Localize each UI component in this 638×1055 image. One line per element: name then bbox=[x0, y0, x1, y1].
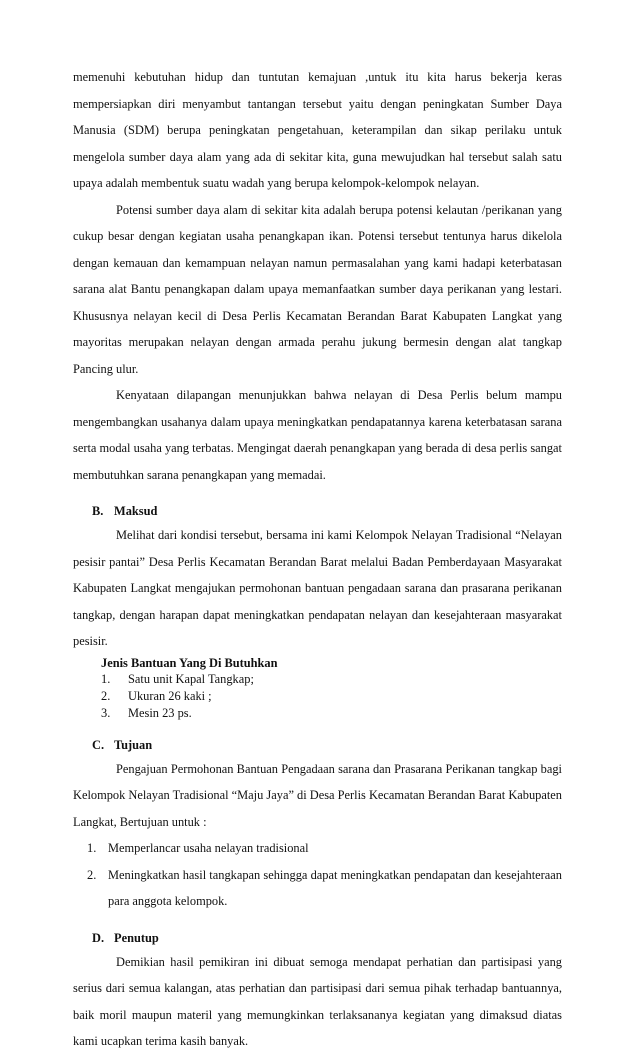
list-item bbox=[101, 671, 562, 688]
list-text: Meningkatkan hasil tangkapan sehingga dapat meningkatkan pendapatan dan kesejahteraan para anggota kelompok. bbox=[108, 867, 562, 908]
list-text: Mesin 23 ps. bbox=[128, 705, 192, 720]
tujuan-paragraph: Pengajuan Permohonan Bantuan Pengadaan sarana dan Prasarana Perikanan tangkap bagi Kelompok Nelayan Tradisional “Maju Jaya” di Desa Perlis Kecamatan Berandan Barat Kabupaten Langkat, Bertujuan untuk : bbox=[73, 761, 562, 829]
list-number: 2. bbox=[87, 867, 97, 882]
section-heading-maksud bbox=[73, 500, 562, 522]
section-heading-tujuan bbox=[73, 734, 562, 756]
list-text: Satu unit Kapal Tangkap; bbox=[128, 671, 254, 686]
list-text: Memperlancar usaha nelayan tradisional bbox=[108, 841, 309, 855]
list-number: 1. bbox=[87, 841, 97, 855]
penutup-paragraph: Demikian hasil pemikiran ini dibuat semoga mendapat perhatian dan partisipasi yang serius dari semua kalangan, atas perhatian dan partisipasi dari semua pihak terhadap bantuannya, baik moril maupun materil yang memungkinkan terlaksananya kegiatan yang dimaksud diatas kami ucapkan terima kasih banyak. bbox=[73, 954, 562, 1048]
jenis-bantuan-block bbox=[101, 655, 562, 722]
list-item bbox=[73, 862, 562, 915]
section-title: Maksud bbox=[114, 504, 158, 518]
section-label: B. bbox=[92, 504, 104, 518]
section-label: C. bbox=[92, 737, 105, 752]
section-title: Tujuan bbox=[114, 737, 153, 752]
potensi-paragraph: Potensi sumber daya alam di sekitar kita adalah berupa potensi kelautan /perikanan yang cukup besar dengan kegiatan usaha penangkapan ikan. Potensi tersebut tentunya harus dikelola dengan kemauan dan kemampuan nelayan namun permasalahan yang kami hadapi keterbatasan sarana alat Bantu penangkapan dalam upaya memanfaatkan sumber daya perikanan yang lestari. Khususnya nelayan kecil di Desa Perlis Kecamatan Berandan Barat Kabupaten Langkat yang mayoritas merupakan nelayan dengan armada perahu jukung bermesin dengan alat tangkap Pancing ulur. bbox=[73, 202, 562, 376]
list-number: 3. bbox=[101, 705, 111, 720]
intro-paragraph: memenuhi kebutuhan hidup dan tuntutan kemajuan ,untuk itu kita harus bekerja keras mempersiapkan diri menyambut tantangan tersebut yaitu dengan peningkatan Sumber Daya Manusia (SDM) berupa peningkatan pengetahuan, keterampilan dan sikap perilaku untuk mengelola sumber daya alam yang ada di sekitar kita, guna mewujudkan hal tersebut salah satu upaya adalah membentuk suatu wadah yang berupa kelompok-kelompok nelayan. bbox=[73, 70, 562, 190]
maksud-paragraph: Melihat dari kondisi tersebut, bersama ini kami Kelompok Nelayan Tradisional “Nelayan pesisir pantai” Desa Perlis Kecamatan Berandan Barat melalui Badan Pemberdayaan Masyarakat Kabupaten Langkat mengajukan permohonan bantuan pengadaan sarana dan prasarana perikanan tangkap, dengan harapan dapat meningkatkan pendapatan nelayan dan kesejahteraan masyarakat pesisir. bbox=[73, 528, 562, 648]
list-number: 1. bbox=[101, 671, 111, 686]
list-item bbox=[73, 835, 562, 862]
kenyataan-paragraph: Kenyataan dilapangan menunjukkan bahwa nelayan di Desa Perlis belum mampu mengembangkan usahanya dalam upaya meningkatkan pendapatannya karena keterbatasan sarana serta modal usaha yang terbatas. Mengingat daerah penangkapan yang berada di desa perlis sangat membutuhkan sarana penangkapan yang memadai. bbox=[73, 388, 562, 482]
document-page bbox=[73, 64, 562, 1055]
section-title: Penutup bbox=[114, 930, 159, 945]
section-label: D. bbox=[92, 930, 105, 945]
list-text: Ukuran 26 kaki ; bbox=[128, 688, 212, 703]
list-number: 2. bbox=[101, 688, 111, 703]
list-item bbox=[101, 705, 562, 722]
section-heading-penutup bbox=[73, 927, 562, 949]
jenis-bantuan-title: Jenis Bantuan Yang Di Butuhkan bbox=[101, 655, 278, 670]
list-item bbox=[101, 688, 562, 705]
